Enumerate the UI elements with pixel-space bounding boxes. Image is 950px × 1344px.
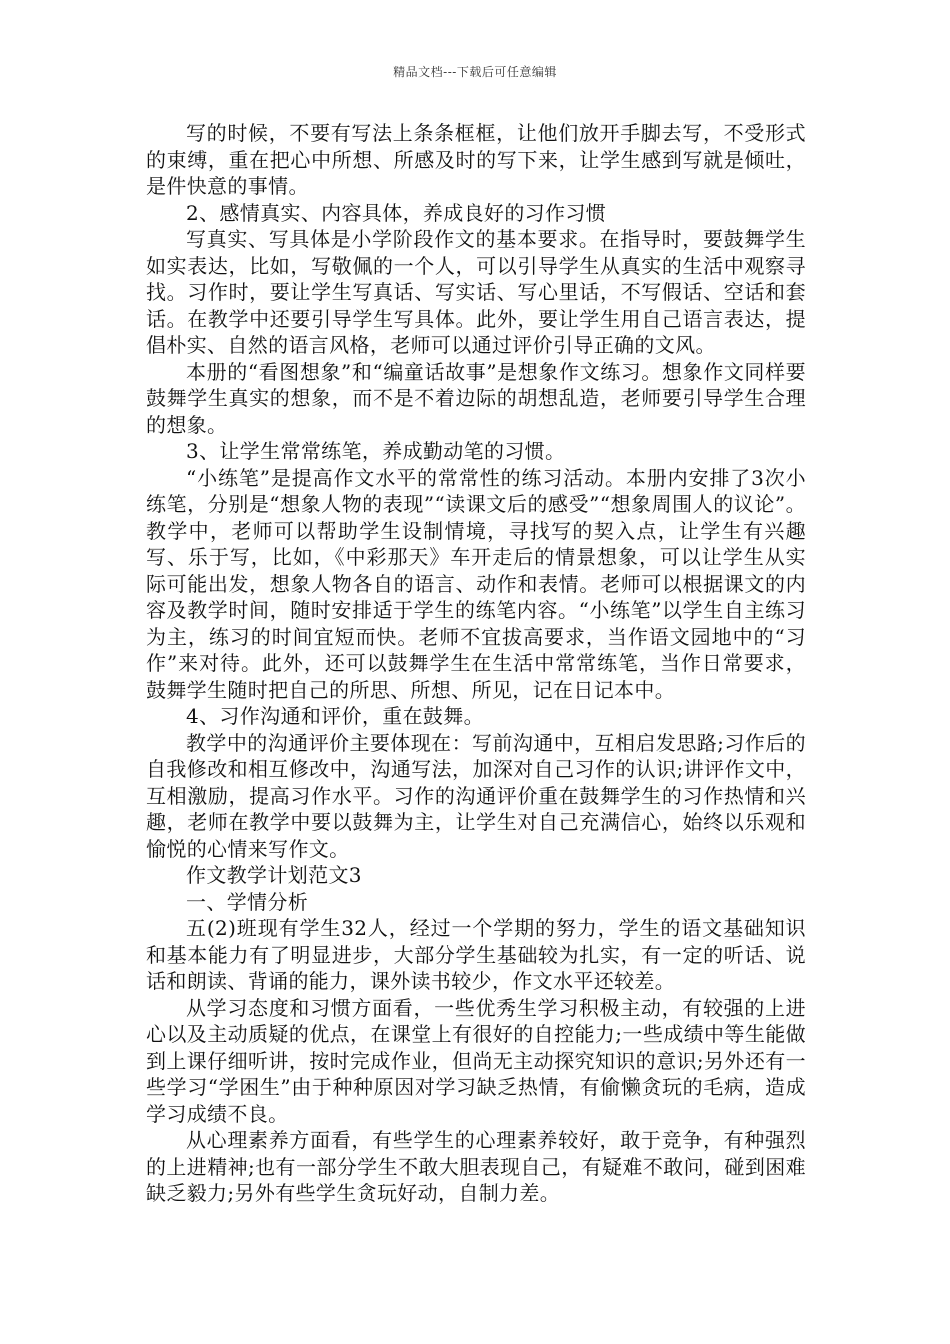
body-paragraph: “小练笔”是提高作文水平的常常性的练习活动。本册内安排了3次小练笔，分别是“想象人物的表现”“读课文后的感受”“想象周围人的议论”。教学中，老师可以帮助学生设制情境，寻找写的契入点，让学生有兴趣写、乐于写，比如，《中彩那天》车开走后的情景想象，可以让学生从实际可能出发，想象人物各自的语言、动作和表情。老师可以根据课文的内容及教学时间，随时安排适于学生的练笔内容。“小练笔”以学生自主练习为主，练习的时间宜短而快。老师不宜拔高要求，当作语文园地中的“习作”来对待。此外，还可以鼓舞学生在生活中常常练笔，当作日常要求，鼓舞学生随时把自己的所思、所想、所见，记在日记本中。 <box>146 465 806 702</box>
body-paragraph: 教学中的沟通评价主要体现在：写前沟通中，互相启发思路;习作后的自我修改和相互修改中，沟通写法，加深对自己习作的认识;讲评作文中，互相激励，提高习作水平。习作的沟通评价重在鼓舞学生的习作热情和兴趣，老师在教学中要以鼓舞为主，让学生对自己充满信心，始终以乐观和愉悦的心情来写作文。 <box>146 730 806 861</box>
body-paragraph: 从心理素养方面看，有些学生的心理素养较好，敢于竞争，有种强烈的上进精神;也有一部分学生不敢大胆表现自己，有疑难不敢问，碰到困难缺乏毅力;另外有些学生贪玩好动，自制力差。 <box>146 1128 806 1205</box>
body-paragraph: 写的时候，不要有写法上条条框框，让他们放开手脚去写，不受形式的束缚，重在把心中所想、所感及时的写下来，让学生感到写就是倾吐，是件快意的事情。 <box>146 121 806 198</box>
document-body <box>146 120 806 1207</box>
body-paragraph: 本册的“看图想象”和“编童话故事”是想象作文练习。想象作文同样要鼓舞学生真实的想象，而不是不着边际的胡想乱造，老师要引导学生合理的想象。 <box>146 359 806 437</box>
body-paragraph: 写真实、写具体是小学阶段作文的基本要求。在指导时，要鼓舞学生如实表达，比如，写敬佩的一个人，可以引导学生从真实的生活中观察寻找。习作时，要让学生写真话、写实话、写心里话，不写假话、空话和套话。在教学中还要引导学生写具体。此外，要让学生用自己语言表达，提倡朴实、自然的语言风格，老师可以通过评价引导正确的文风。 <box>146 227 806 357</box>
section-heading: 2、感情真实、内容具体，养成良好的习作习惯 <box>186 200 607 225</box>
body-paragraph: 五(2)班现有学生32人，经过一个学期的努力，学生的语文基础知识和基本能力有了明显进步，大部分学生基础较为扎实，有一定的听话、说话和朗读、背诵的能力，课外读书较少，作文水平还较差。 <box>146 916 806 993</box>
document-subtitle: 作文教学计划范文3 <box>186 863 362 887</box>
section-heading: 4、习作沟通和评价，重在鼓舞。 <box>186 704 484 728</box>
body-paragraph: 从学习态度和习惯方面看，一些优秀生学习积极主动，有较强的上进心以及主动质疑的优点，在课堂上有很好的自控能力;一些成绩中等生能做到上课仔细听讲，按时完成作业，但尚无主动探究知识的意识;另外还有一些学习“学困生”由于种种原因对学习缺乏热情，有偷懒贪玩的毛病，造成学习成绩不良。 <box>146 995 806 1126</box>
section-heading: 一、学情分析 <box>186 889 309 914</box>
page-header: 精品文档---下载后可任意编辑 <box>393 65 557 79</box>
section-heading: 3、让学生常常练笔，养成勤动笔的习惯。 <box>186 439 566 463</box>
